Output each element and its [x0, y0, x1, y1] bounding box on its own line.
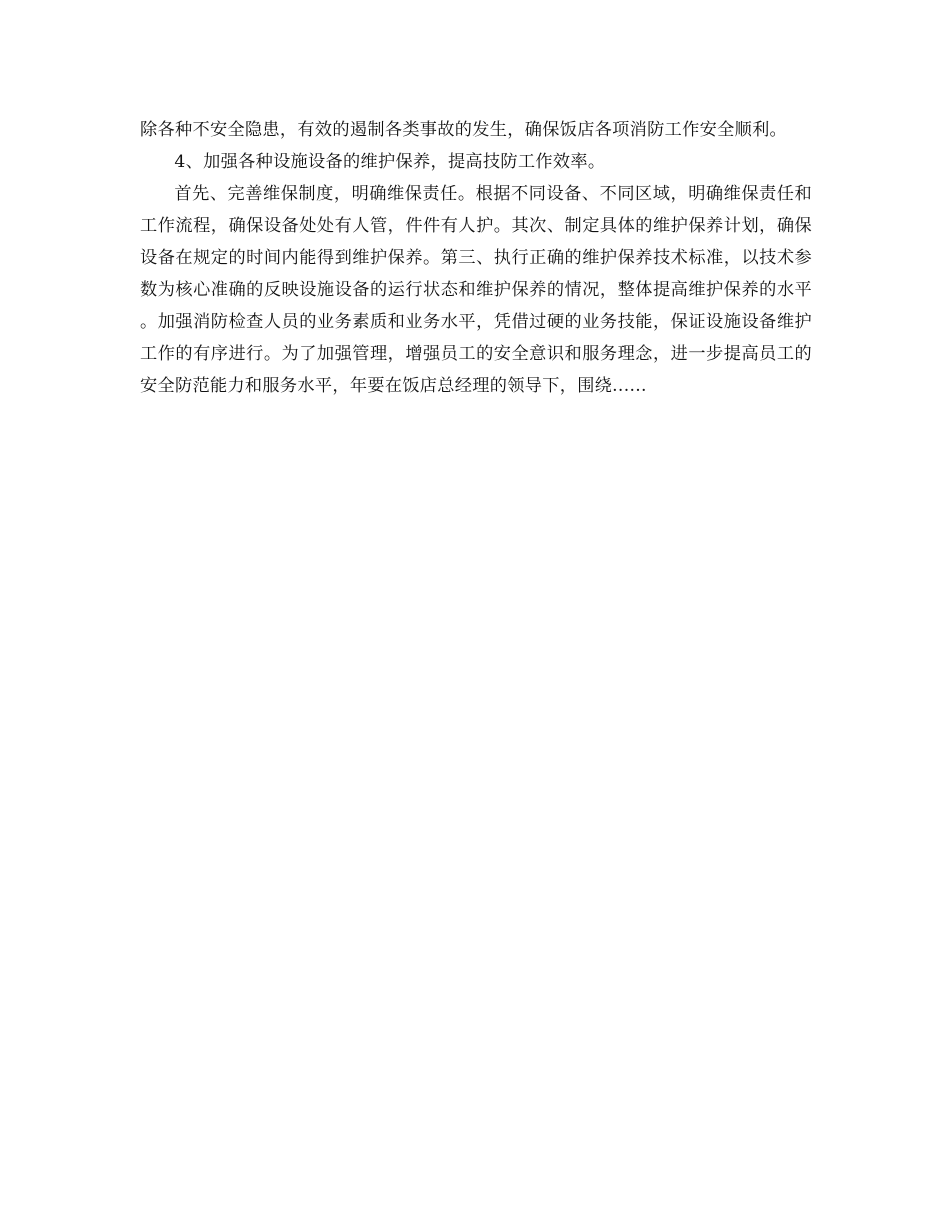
- document-body: [140, 114, 812, 402]
- paragraph-item-4-heading: 4、加强各种设施设备的维护保养，提高技防工作效率。: [174, 152, 606, 172]
- paragraph-maintenance-details: 首先、完善维保制度，明确维保责任。根据不同设备、不同区域，明确维保责任和工作流程，确保设备处处有人管，件件有人护。其次、制定具体的维护保养计划，确保设备在规定的时间内能得到维护保养。第三、执行正确的维护保养技术标准，以技术参数为核心准确的反映设施设备的运行状态和维护保养的情况，整体提高维护保养的水平。加强消防检查人员的业务素质和业务水平，凭借过硬的业务技能，保证设施设备维护工作的有序进行。为了加强管理，增强员工的安全意识和服务理念，进一步提高员工的安全防范能力和服务水平，年要在饭店总经理的领导下，围绕......: [140, 184, 812, 396]
- paragraph-continuation: 除各种不安全隐患，有效的遏制各类事故的发生，确保饭店各项消防工作安全顺利。: [140, 120, 788, 140]
